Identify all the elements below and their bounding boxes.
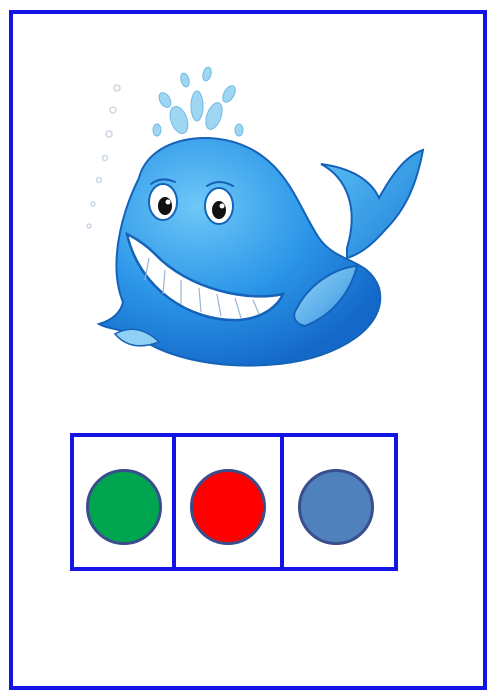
whale-illustration xyxy=(79,58,439,398)
sound-scheme xyxy=(70,433,402,571)
blue-circle[interactable] xyxy=(298,469,374,545)
scheme-cell-3 xyxy=(280,433,398,571)
water-spout xyxy=(153,66,243,136)
scheme-cell-2 xyxy=(172,433,284,571)
scheme-cell-1 xyxy=(70,433,176,571)
picture-card xyxy=(9,10,487,690)
red-circle[interactable] xyxy=(190,469,266,545)
green-circle[interactable] xyxy=(86,469,162,545)
